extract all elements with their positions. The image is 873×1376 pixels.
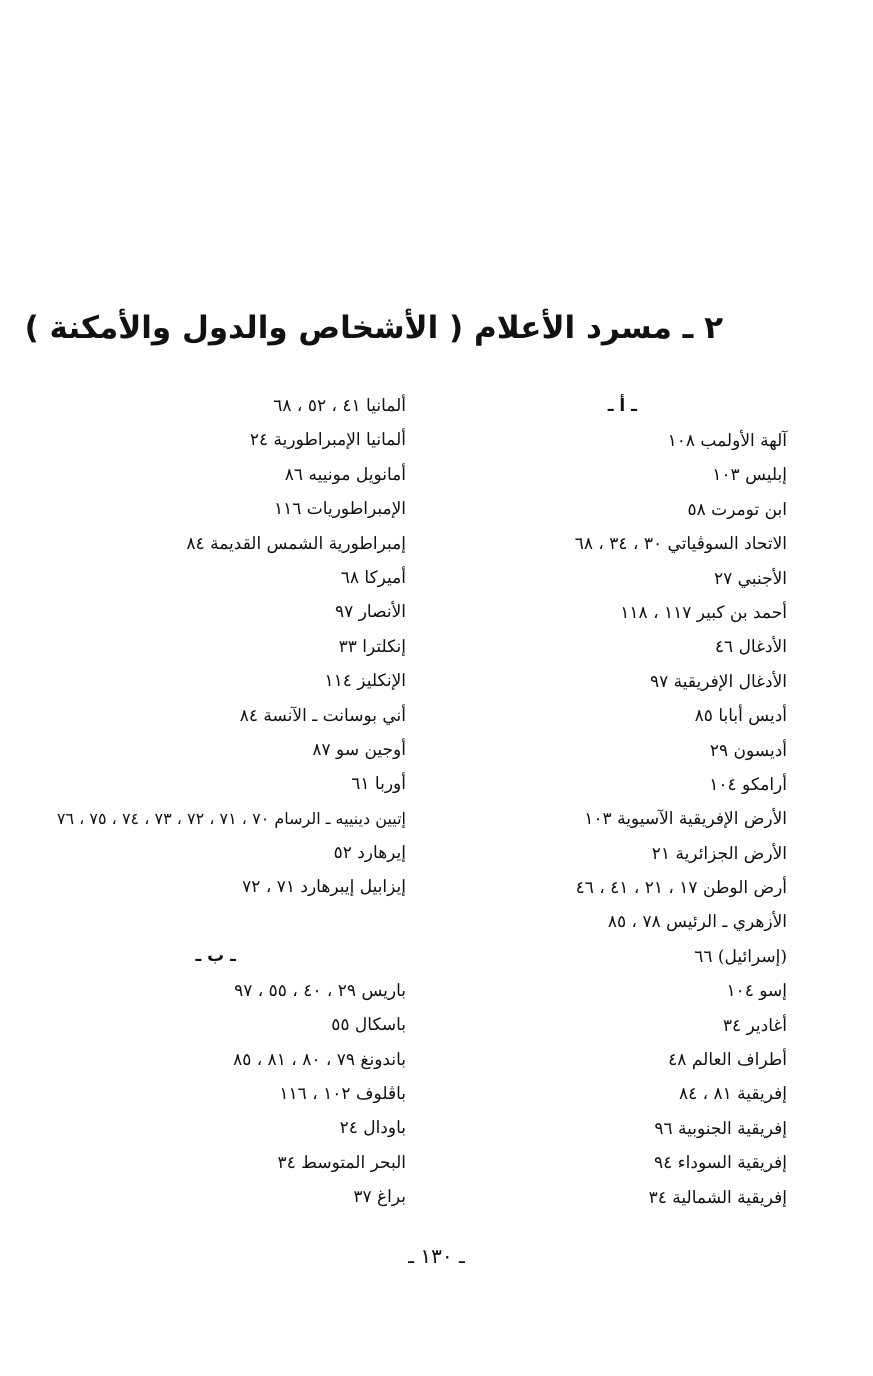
index-entry: الاتحاد السوڤياتي ٣٠ ، ٣٤ ، ٦٨ (574, 534, 787, 555)
index-entry: الأجنبي ٢٧ (713, 568, 787, 589)
index-entry: إبليس ١٠٣ (712, 465, 787, 486)
index-entry: أطراف العالم ٤٨ (668, 1050, 787, 1071)
index-entry: أحمد بن كبير ١١٧ ، ١١٨ (620, 602, 787, 623)
index-entry: إتيين دينييه ـ الرسام ٧٠ ، ٧١ ، ٧٢ ، ٧٣ ، ٧٤ ، ٧٥ ، ٧٦ (56, 808, 406, 828)
index-entry: الأرض الإفريقية الآسيوية ١٠٣ (584, 809, 787, 830)
index-entry: ألمانيا الإمبراطورية ٢٤ (249, 430, 406, 451)
index-entry: باڤلوف ١٠٢ ، ١١٦ (279, 1084, 406, 1105)
index-entry: إيزابيل إيبرهارد ٧١ ، ٧٢ (242, 877, 406, 898)
page-title: ٢ ـ مسرد الأعلام ( الأشخاص والدول والأمكنة ) (24, 310, 723, 346)
index-entry: البحر المتوسط ٣٤ (277, 1152, 406, 1173)
index-entry: إسو ١٠٤ (726, 981, 787, 1002)
index-column-right (487, 389, 787, 1215)
index-entry: أوربا ٦١ (351, 774, 406, 795)
index-entry: أغادير ٣٤ (722, 1015, 787, 1036)
index-entry: أرض الوطن ١٧ ، ٢١ ، ٤١ ، ٤٦ (575, 878, 787, 899)
index-entry: أرامكو ١٠٤ (709, 774, 787, 795)
section-spacer (6, 905, 406, 939)
index-entry: باسكال ٥٥ (331, 1015, 406, 1036)
index-entry: آلهة الأولمب ١٠٨ (667, 431, 787, 451)
index-entry: (إسرائيل) ٦٦ (694, 946, 787, 967)
index-entry: أمانويل مونييه ٨٦ (284, 464, 406, 485)
index-entry: باندونغ ٧٩ ، ٨٠ ، ٨١ ، ٨٥ (233, 1049, 406, 1070)
index-entry: براغ ٣٧ (353, 1187, 406, 1208)
section-letter-alif: ـ أ ـ (607, 396, 637, 416)
index-column-left (6, 389, 406, 1215)
index-entry: أني بوسانت ـ الآنسة ٨٤ (239, 705, 406, 726)
index-entry: إفريقية الشمالية ٣٤ (648, 1187, 787, 1208)
index-entry: أديسون ٢٩ (709, 740, 787, 761)
index-entry: إنكلترا ٣٣ (338, 636, 406, 657)
index-entry: ابن تومرت ٥٨ (687, 499, 787, 520)
index-entry: الأرض الجزائرية ٢١ (651, 843, 787, 864)
index-entry: أديس أبابا ٨٥ (694, 706, 787, 727)
index-entry: إفريقية ٨١ ، ٨٤ (678, 1084, 787, 1105)
index-entry: الأدغال ٤٦ (714, 637, 787, 658)
index-entry: إيرهارد ٥٢ (333, 843, 406, 864)
index-entry: الإمبراطوريات ١١٦ (273, 499, 406, 520)
index-entry: الأدغال الإفريقية ٩٧ (650, 671, 787, 692)
section-letter-ba: ـ ب ـ (195, 945, 236, 966)
index-entry: إفريقية السوداء ٩٤ (653, 1153, 787, 1174)
index-entry: باودال ٢٤ (339, 1118, 406, 1139)
index-entry: الإنكليز ١١٤ (324, 671, 406, 692)
index-entry: الأنصار ٩٧ (335, 602, 406, 623)
index-entry: الأزهري ـ الرئيس ٧٨ ، ٨٥ (607, 912, 787, 933)
index-entry: باريس ٢٩ ، ٤٠ ، ٥٥ ، ٩٧ (234, 980, 406, 1001)
index-entry: أوجين سو ٨٧ (312, 739, 406, 760)
index-entry: إفريقية الجنوبية ٩٦ (654, 1118, 787, 1139)
page-number: ـ ١٣٠ ـ (408, 1244, 465, 1268)
index-entry: إمبراطورية الشمس القديمة ٨٤ (186, 533, 406, 554)
index-entry: أميركا ٦٨ (340, 567, 406, 588)
index-entry: ألمانيا ٤١ ، ٥٢ ، ٦٨ (273, 396, 406, 416)
